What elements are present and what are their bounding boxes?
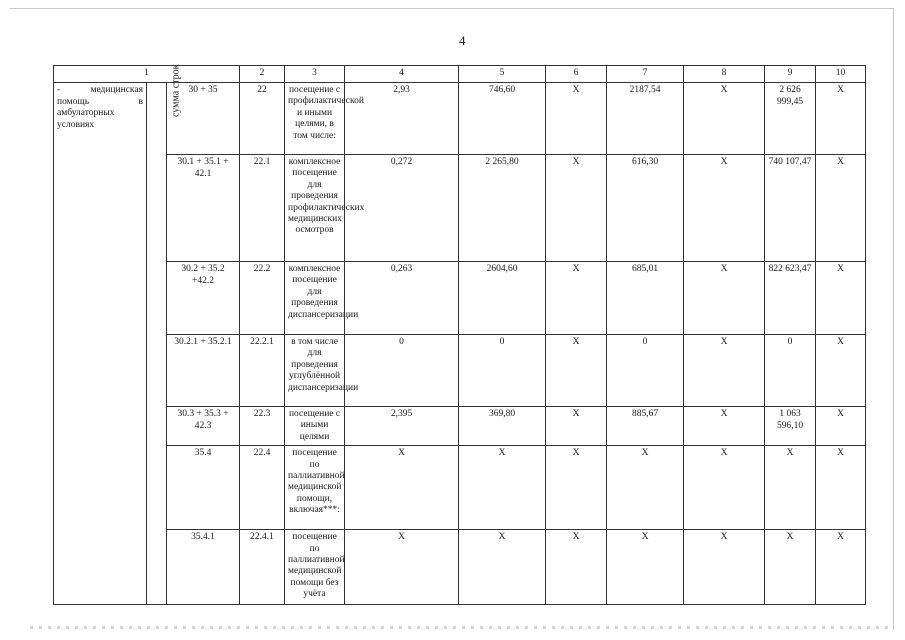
value-cell-6: X [546,335,607,407]
table-row [54,335,866,407]
code-cell: 22.1 [240,155,285,262]
table-row [54,83,866,155]
value-cell-5: 369,80 [459,407,546,446]
description-cell: комплексное посещение для проведения профилактических медицинских осмотров [285,155,345,262]
value-cell-10: X [816,407,866,446]
header-col-3: 3 [285,66,345,83]
value-cell-7: 616,30 [607,155,684,262]
description-cell: посещение по паллиативной медицинской помощи без учёта [285,530,345,605]
value-cell-10: X [816,155,866,262]
value-cell-4: 0,272 [345,155,459,262]
header-col-5: 5 [459,66,546,83]
value-cell-6: X [546,155,607,262]
value-cell-10: X [816,335,866,407]
value-cell-4: 0 [345,335,459,407]
table-row [54,407,866,446]
value-cell-5: X [459,446,546,530]
value-cell-10: X [816,530,866,605]
formula-cell: 35.4 [167,446,240,530]
header-col-1: 1 [54,66,240,83]
value-cell-10: X [816,262,866,335]
description-cell: комплексное посещение для проведения диспансеризации [285,262,345,335]
value-cell-9: 1 063 596,10 [765,407,816,446]
value-cell-9: X [765,530,816,605]
table-row [54,155,866,262]
header-col-7: 7 [607,66,684,83]
value-cell-6: X [546,407,607,446]
header-col-2: 2 [240,66,285,83]
value-cell-7: X [607,446,684,530]
row-group-label: - медицинская помощь в амбулаторных условиях [54,83,147,605]
value-cell-4: X [345,530,459,605]
table-row [54,262,866,335]
table-row [54,530,866,605]
table-row [54,446,866,530]
formula-cell: 35.4.1 [167,530,240,605]
code-cell: 22.4.1 [240,530,285,605]
value-cell-7: 885,67 [607,407,684,446]
scan-edge-artifact [30,626,890,629]
value-cell-5: 746,60 [459,83,546,155]
formula-cell: 30.2.1 + 35.2.1 [167,335,240,407]
value-cell-8: X [684,407,765,446]
value-cell-4: 2,395 [345,407,459,446]
value-cell-4: X [345,446,459,530]
description-cell: посещение с иными целями [285,407,345,446]
value-cell-8: X [684,446,765,530]
value-cell-8: X [684,83,765,155]
code-cell: 22 [240,83,285,155]
value-cell-7: 685,01 [607,262,684,335]
formula-cell: 30.1 + 35.1 + 42.1 [167,155,240,262]
code-cell: 22.2 [240,262,285,335]
value-cell-5: X [459,530,546,605]
code-cell: 22.4 [240,446,285,530]
side-label: сумма строк [170,64,182,117]
header-col-9: 9 [765,66,816,83]
tariff-table [53,65,866,605]
value-cell-9: 0 [765,335,816,407]
value-cell-8: X [684,262,765,335]
value-cell-4: 2,93 [345,83,459,155]
formula-cell: 30.2 + 35.2 +42.2 [167,262,240,335]
value-cell-8: X [684,155,765,262]
value-cell-7: X [607,530,684,605]
header-col-8: 8 [684,66,765,83]
value-cell-5: 0 [459,335,546,407]
header-col-4: 4 [345,66,459,83]
value-cell-10: X [816,83,866,155]
value-cell-5: 2 265,80 [459,155,546,262]
value-cell-5: 2604,60 [459,262,546,335]
side-label-cell [147,64,182,605]
value-cell-7: 0 [607,335,684,407]
value-cell-8: X [684,335,765,407]
page-number: 4 [459,33,466,48]
header-col-10: 10 [816,66,866,83]
formula-cell: 30.3 + 35.3 + 42.3 [167,407,240,446]
code-cell: 22.2.1 [240,335,285,407]
description-cell: в том числе для проведения углублённой диспансеризации [285,335,345,407]
value-cell-9: 2 626 999,45 [765,83,816,155]
value-cell-7: 2187,54 [607,83,684,155]
value-cell-10: X [816,446,866,530]
code-cell: 22.3 [240,407,285,446]
value-cell-6: X [546,262,607,335]
value-cell-9: 822 623,47 [765,262,816,335]
formula-cell: 30 + 35 [167,83,240,155]
value-cell-8: X [684,530,765,605]
value-cell-6: X [546,83,607,155]
description-cell: посещение по паллиативной медицинской помощи, включая***: [285,446,345,530]
description-cell: посещение с профилактической и иными целями, в том числе: [285,83,345,155]
value-cell-4: 0,263 [345,262,459,335]
value-cell-6: X [546,530,607,605]
value-cell-9: 740 107,47 [765,155,816,262]
value-cell-6: X [546,446,607,530]
header-col-6: 6 [546,66,607,83]
value-cell-9: X [765,446,816,530]
